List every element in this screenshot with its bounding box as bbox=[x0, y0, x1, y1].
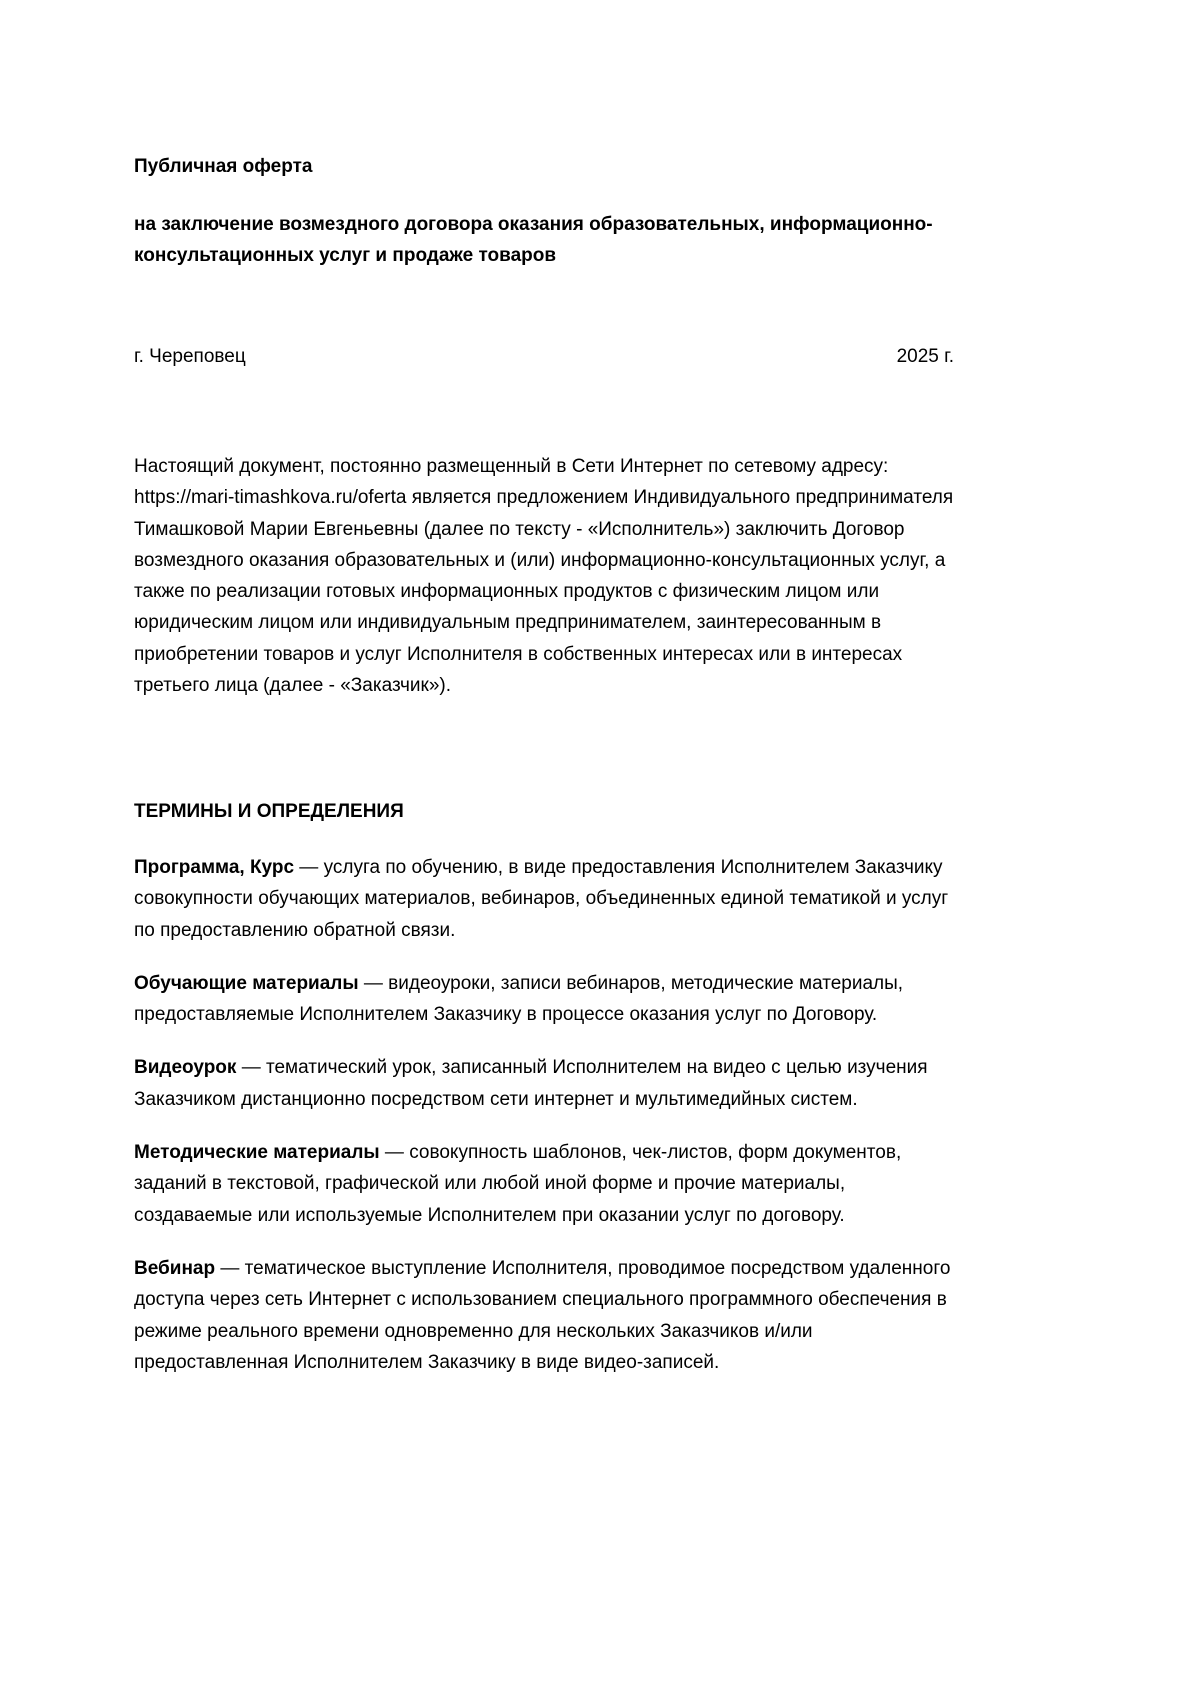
definition-text: — услуга по обучению, в виде предоставления Исполнителем Заказчику совокупности обучающих материалов, вебинаров, объединенных единой тематикой и услуг по предоставлению обратной связи. bbox=[134, 857, 949, 941]
definition-term: Программа, Курс bbox=[134, 857, 295, 878]
place-date-row bbox=[134, 346, 954, 368]
definition-item bbox=[134, 852, 964, 946]
definition-term: Обучающие материалы bbox=[134, 972, 359, 994]
definitions-list bbox=[134, 852, 964, 1400]
intro-paragraph: Настоящий документ, постоянно размещенный в Сети Интернет по сетевому адресу: https://mari-timashkova.ru/oferta является предложением Индивидуального предпринимателя Тимашковой Марии Евгеньевны (далее по тексту - «Исполнитель») заключить Договор возмездного оказания образовательных и (или) информационно-консультационных услуг, а также по реализации готовых информационных продуктов с физическим лицом или юридическим лицом или индивидуальным предпринимателем, заинтересованным в приобретении товаров и услуг Исполнителя в собственных интересах или в интересах третьего лица (далее - «Заказчик»). bbox=[134, 456, 954, 697]
definition-item bbox=[134, 968, 964, 1031]
definition-item bbox=[134, 1052, 964, 1115]
definition-term: Вебинар bbox=[134, 1257, 216, 1279]
definition-item bbox=[134, 1253, 964, 1378]
section-heading: ТЕРМИНЫ И ОПРЕДЕЛЕНИЯ bbox=[134, 801, 404, 822]
definition-term: Методические материалы bbox=[134, 1142, 380, 1164]
city: г. Череповец bbox=[134, 346, 246, 367]
document-title: Публичная оферта bbox=[134, 156, 313, 177]
definition-text: — совокупность шаблонов, чек-листов, форм документов, заданий в текстовой, графической или любой иной форме и прочие материалы, создаваемые или используемые Исполнителем при оказании услуг по договору. bbox=[134, 1142, 902, 1226]
definition-text: — тематический урок, записанный Исполнителем на видео с целью изучения Заказчиком дистанционно посредством сети интернет и мультимедийных систем. bbox=[134, 1057, 928, 1110]
definition-text: — видеоуроки, записи вебинаров, методические материалы, предоставляемые Исполнителем Заказчику в процессе оказания услуг по Договору. bbox=[134, 972, 904, 1026]
definition-term: Видеоурок bbox=[134, 1057, 237, 1079]
definition-item bbox=[134, 1137, 964, 1231]
definition-text: — тематическое выступление Исполнителя, проводимое посредством удаленного доступа через сеть Интернет с использованием специального программного обеспечения в режиме реального времени одновременно для нескольких Заказчиков и/или предоставленная Исполнителем Заказчику в виде видео-записей. bbox=[134, 1257, 951, 1373]
document-subtitle: на заключение возмездного договора оказания образовательных, информационно-консультационных услуг и продаже товаров bbox=[134, 214, 933, 266]
year: 2025 г. bbox=[896, 346, 954, 367]
